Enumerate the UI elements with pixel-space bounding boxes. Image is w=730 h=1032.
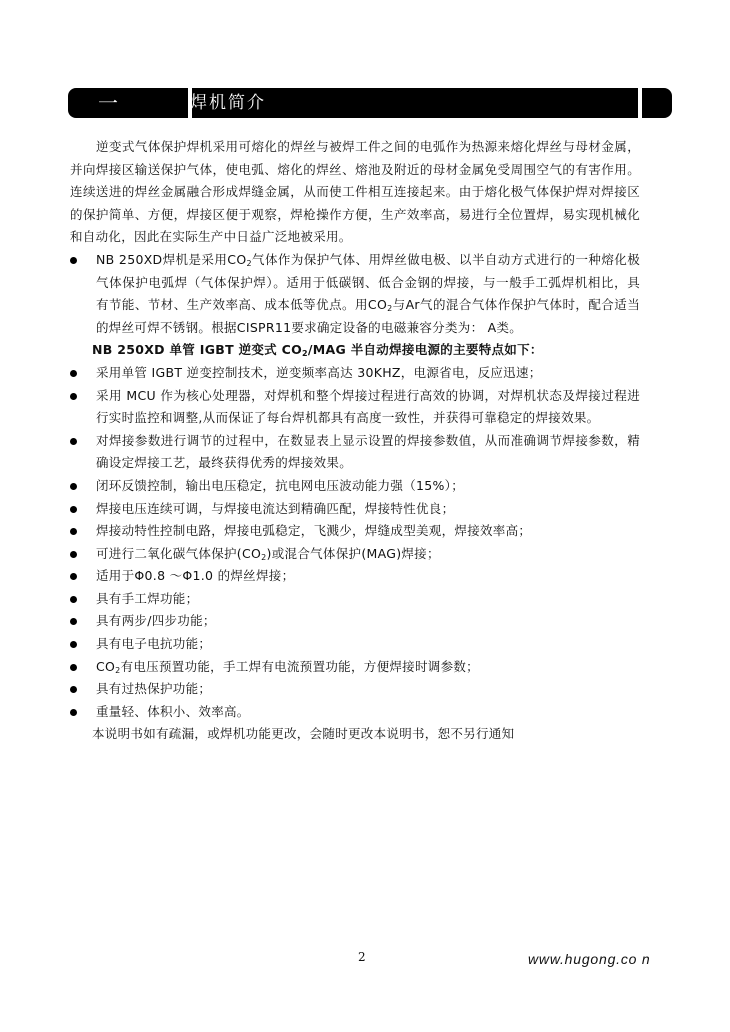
bullet-icon <box>70 664 77 671</box>
bullet-icon <box>70 573 77 580</box>
list-item <box>70 362 640 385</box>
subscript: 2 <box>302 349 308 359</box>
feature-text: 有电压预置功能，手工焊有电流预置功能，方便焊接时调参数； <box>120 658 479 674</box>
model-desc-part: 与Ar气的混合气体作保护气体时，配合适当的焊丝可焊不锈钢。根据CISPR11要求确定设备的电磁兼容分类为： A类。 <box>96 297 640 335</box>
bullet-icon <box>70 551 77 558</box>
list-item <box>70 249 640 339</box>
subscript: 2 <box>246 258 252 268</box>
bullet-icon <box>70 393 77 400</box>
bullet-icon <box>70 438 77 445</box>
list-item <box>70 475 640 498</box>
list-item <box>70 520 640 543</box>
list-item <box>70 610 640 633</box>
bullet-icon <box>70 257 77 264</box>
section-banner <box>68 88 672 118</box>
notice-text: 本说明书如有疏漏，或焊机功能更改，会随时更改本说明书，恕不另行通知 <box>92 726 515 742</box>
bullet-icon <box>70 506 77 513</box>
section-title: 焊机简介 <box>190 93 266 113</box>
bullet-icon <box>70 618 77 625</box>
list-item <box>70 588 640 611</box>
feature-text: 闭环反馈控制，输出电压稳定，抗电网电压波动能力强（15%）； <box>96 477 465 493</box>
bullet-icon <box>70 686 77 693</box>
model-desc-part: NB 250XD焊机是采用CO <box>96 251 247 267</box>
subscript: 2 <box>261 552 267 562</box>
bullet-icon <box>70 528 77 535</box>
feature-text: 重量轻、体积小、效率高。 <box>96 703 250 719</box>
feature-text: 具有两步/四步功能； <box>96 613 216 629</box>
feature-text: 可进行二氧化碳气体保护(CO <box>96 545 262 561</box>
bullet-icon <box>70 641 77 648</box>
heading-part: /MAG 半自动焊接电源的主要特点如下： <box>307 342 543 358</box>
feature-text: 采用单管 IGBT 逆变控制技术，逆变频率高达 30KHZ，电源省电，反应迅速； <box>96 364 542 380</box>
bullet-icon <box>70 596 77 603</box>
model-desc-part: 气体作为保护气体、用焊丝做电极、以半自动方式进行的一种熔化极气体保护电弧焊（气体保护焊）。适用于低碳钢、低合金钢的焊接，与一般手工弧焊机相比，具有节能、节材、生产效率高、成本低等优点。用CO <box>96 251 640 313</box>
subscript: 2 <box>387 304 393 314</box>
heading-part: NB 250XD 单管 IGBT 逆变式 CO <box>92 342 303 358</box>
feature-text: 适用于Φ0.8 ～Φ1.0 的焊丝焊接； <box>96 568 295 584</box>
website-link[interactable]: www.hugong.co n <box>528 951 651 967</box>
feature-text: )或混合气体保护(MAG)焊接； <box>266 545 440 561</box>
list-item <box>70 498 640 521</box>
feature-text: 采用 MCU 作为核心处理器，对焊机和整个焊接过程进行高效的协调，对焊机状态及焊接过程进行实时监控和调整,从而保证了每台焊机都具有高度一致性，并获得可靠稳定的焊接效果。 <box>96 387 640 426</box>
feature-text: 对焊接参数进行调节的过程中，在数显表上显示设置的焊接参数值，从而准确调节焊接参数，精确设定焊接工艺，最终获得优秀的焊接效果。 <box>96 432 640 471</box>
intro-paragraph: 逆变式气体保护焊机采用可熔化的焊丝与被焊工件之间的电弧作为热源来熔化焊丝与母材金属，并向焊接区输送保护气体，使电弧、熔化的焊丝、熔池及附近的母材金属免受周围空气的有害作用。连续送进的焊丝金属融合形成焊缝金属，从而使工件相互连接起来。由于熔化极气体保护焊对焊接区的保护简单、方便，焊接区便于观察，焊枪操作方便，生产效率高，易进行全位置焊，易实现机械化和自动化，因此在实际生产中日益广泛地被采用。 <box>70 139 640 245</box>
feature-text: 具有电子电抗功能； <box>96 636 212 652</box>
feature-text: 焊接电压连续可调，与焊接电流达到精确匹配，焊接特性优良； <box>96 500 455 516</box>
banner-divider <box>638 88 642 118</box>
feature-text: 具有手工焊功能； <box>96 590 199 606</box>
list-item <box>70 430 640 475</box>
bullet-icon <box>70 709 77 716</box>
bullet-icon <box>70 483 77 490</box>
feature-text: 焊接动特性控制电路，焊接电弧稳定，飞溅少，焊缝成型美观，焊接效率高； <box>96 523 532 539</box>
section-number: 一 <box>98 91 118 115</box>
feature-text: 具有过热保护功能； <box>96 681 212 697</box>
list-item <box>70 656 640 679</box>
list-item <box>70 543 640 566</box>
feature-text: CO <box>96 658 116 674</box>
list-item <box>70 678 640 701</box>
list-item <box>70 565 640 588</box>
document-body <box>70 136 640 746</box>
bullet-icon <box>70 370 77 377</box>
list-item <box>70 385 640 430</box>
list-item <box>70 633 640 656</box>
features-heading <box>70 339 640 362</box>
page-number: 2 <box>358 950 366 964</box>
list-item <box>70 701 640 724</box>
subscript: 2 <box>115 665 121 675</box>
